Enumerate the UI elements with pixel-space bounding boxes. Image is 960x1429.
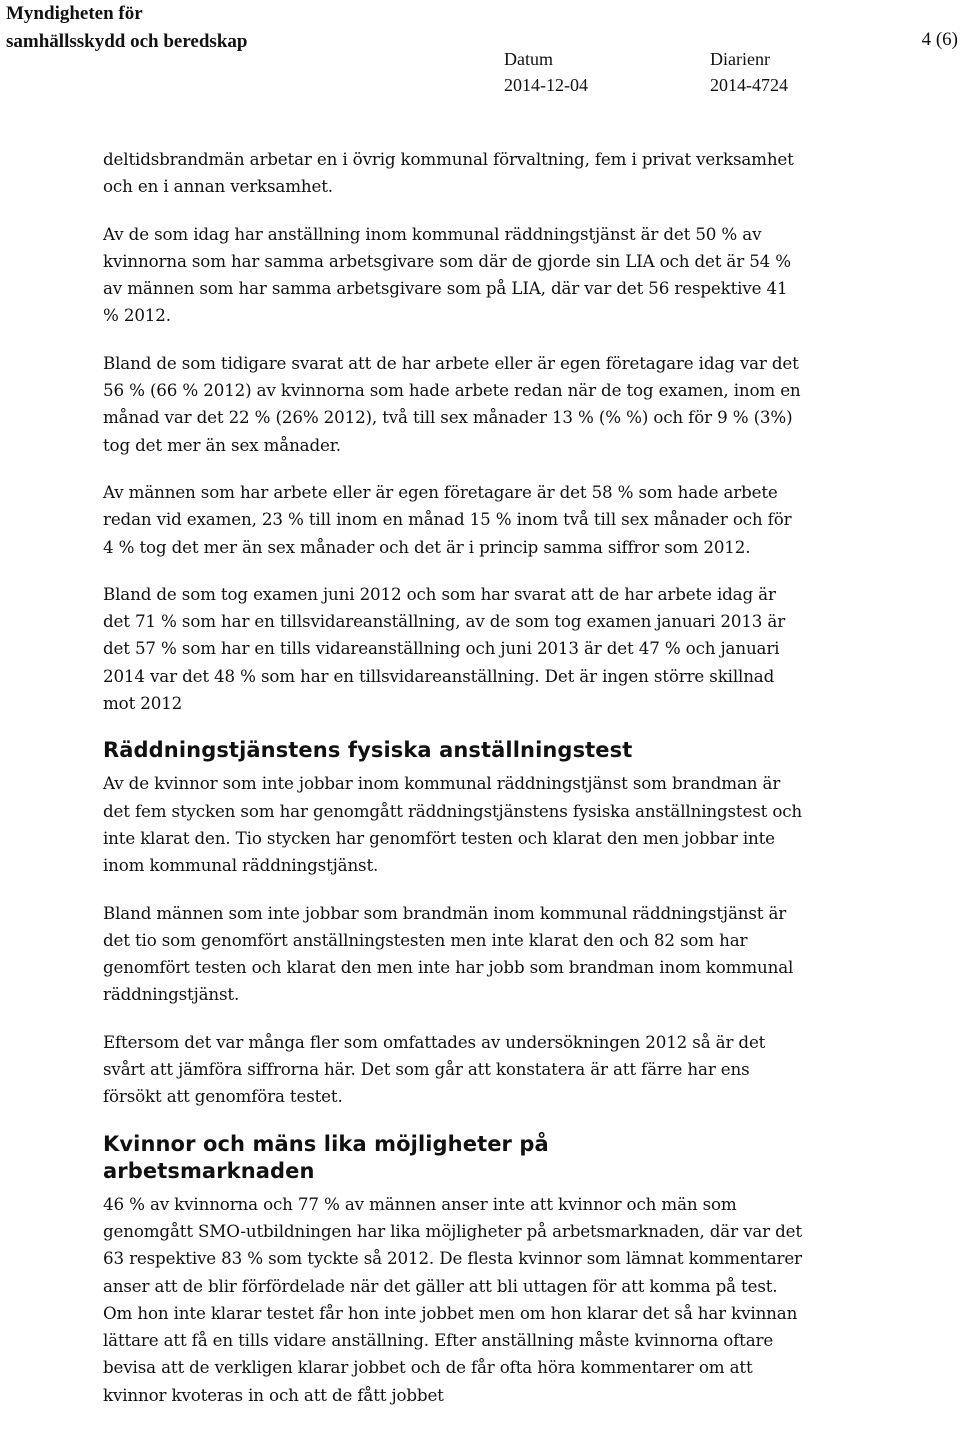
section-heading-equal-opportunities: Kvinnor och mäns lika möjligheter på arbetsmarknaden [103,1131,549,1183]
diarienr-value: 2014-4724 [710,75,788,95]
paragraph: Bland männen som inte jobbar som brandmän inom kommunal räddningstjänst är det tio som genomfört anställningstesten men inte klarat den och 82 som har genomfört testen och klarat den men inte har jobb som brandman inom kommunal räddningstjänst. [103,902,794,1005]
paragraph: Av de som idag har anställning inom kommunal räddningstjänst är det 50 % av kvinnorna som har samma arbetsgivare som där de gjorde sin LIA och det är 54 % av männen som har samma arbetsgivare som på LIA, där var det 56 respektive 41 % 2012. [103,223,792,326]
page-number: 4 (6) [921,29,958,50]
paragraph: Bland de som tidigare svarat att de har arbete eller är egen företagare idag var det 56 % (66 % 2012) av kvinnorna som hade arbete redan när de tog examen, inom en månad var det 22 % (26% 2012), två till sex månader 13 % (% %) och för 9 % (3%) tog det mer än sex månader. [103,352,801,455]
datum-value: 2014-12-04 [504,75,588,95]
diarienr-label: Diarienr [710,49,770,69]
organization-name-line2: samhällsskydd och beredskap [6,31,248,52]
paragraph: Av de kvinnor som inte jobbar inom kommunal räddningstjänst som brandman är det fem stycken som har genomgått räddningstjänstens fysiska anställningstest och inte klarat den. Tio stycken har genomfört testen och klarat den men jobbar inte inom kommunal räddningstjänst. [103,773,803,876]
paragraph: deltidsbrandmän arbetar en i övrig kommunal förvaltning, fem i privat verksamhet och en i annan verksamhet. [103,149,794,197]
paragraph: Eftersom det var många fler som omfattades av undersökningen 2012 så är det svårt att jämföra siffrorna här. Det som går att konstatera är att färre har ens försökt att genomföra testet. [103,1031,766,1107]
organization-name [6,0,247,56]
paragraph: Av männen som har arbete eller är egen företagare är det 58 % som hade arbete redan vid examen, 23 % till inom en månad 15 % inom två till sex månader och för 4 % tog det mer än sex månader och det är i princip samma siffror som 2012. [103,481,792,557]
datum-label: Datum [504,49,553,69]
paragraph: 46 % av kvinnorna och 77 % av männen anser inte att kvinnor och män som genomgått SMO-utbildningen har lika möjligheter på arbetsmarknaden, där var det 63 respektive 83 % som tyckte så 2012. De flesta kvinnor som lämnat kommentarer anser att de blir förfördelade när det gäller att bli uttagen för att komma på test. Om hon inte klarar testet får hon inte jobbet men om hon klarar det så har kvinnan lättare att få en tills vidare anställning. Efter anställning måste kvinnorna oftare bevisa att de verkligen klarar jobbet och de får ofta höra kommentarer om att kvinnor kvoteras in och att de fått jobbet [103,1193,802,1405]
organization-name-line1: Myndigheten för [6,3,143,24]
paragraph: Bland de som tog examen juni 2012 och som har svarat att de har arbete idag är det 71 % som har en tillsvidareanställning, av de som tog examen januari 2013 är det 57 % som har en tills vidareanställning och juni 2013 är det 47 % och januari 2014 var det 48 % som har en tillsvidareanställning. Det är ingen större skillnad mot 2012 [103,583,786,714]
section-heading-physical-test: Räddningstjänstens fysiska anställningstest [103,738,633,763]
document-body [103,146,803,1429]
